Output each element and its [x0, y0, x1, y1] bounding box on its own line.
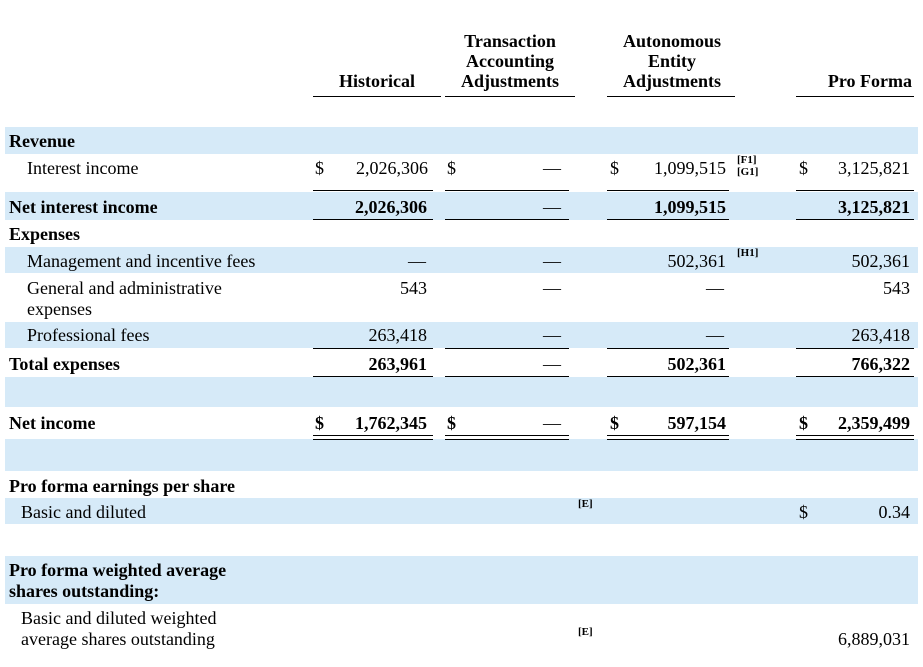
- rule-nii-trans: [445, 219, 569, 220]
- net-income-historical: 1,762,345: [355, 413, 427, 433]
- net-interest-income-pro-forma: 3,125,821: [838, 197, 910, 217]
- wavg-label-line1: Basic and diluted weighted: [21, 608, 217, 628]
- management-fees-hist-dash: —: [408, 251, 426, 271]
- header-autonomous-line2: Entity: [647, 51, 696, 71]
- net-income-label: Net income: [9, 413, 96, 433]
- total-expenses-label: Total expenses: [9, 354, 120, 374]
- rule-interest-hist: [313, 190, 433, 191]
- net-income-autonomous: 597,154: [667, 413, 726, 433]
- rule-prof-trans: [445, 348, 569, 349]
- net-income-trans-dash: —: [543, 413, 561, 433]
- rule-nii-auto: [607, 219, 729, 220]
- interest-income-auto-currency: $: [610, 158, 619, 178]
- interest-income-label: Interest income: [27, 158, 139, 178]
- header-transaction-line3: Adjustments: [460, 71, 559, 91]
- professional-fees-pro-forma: 263,418: [851, 325, 910, 345]
- interest-income-trans-dash: —: [543, 158, 561, 178]
- wavg-pro-forma: 6,889,031: [838, 629, 910, 649]
- net-interest-income-historical: 2,026,306: [355, 197, 427, 217]
- interest-income-note-f1: [F1]: [737, 154, 757, 166]
- interest-income-pro-forma: 3,125,821: [838, 158, 910, 178]
- header-autonomous-line3: Adjustments: [622, 71, 721, 91]
- management-fees-pro-forma: 502,361: [851, 251, 910, 271]
- band-revenue: [5, 127, 918, 154]
- wavg-label-line2: average shares outstanding: [21, 629, 215, 649]
- interest-income-autonomous: 1,099,515: [654, 158, 726, 178]
- general-admin-auto-dash: —: [706, 278, 724, 298]
- net-income-trans-currency: $: [447, 413, 456, 433]
- professional-fees-label: Professional fees: [27, 325, 150, 345]
- rule-interest-trans: [445, 190, 569, 191]
- eps-heading: Pro forma earnings per share: [9, 476, 235, 496]
- eps-pf-currency: $: [799, 502, 808, 522]
- rule-total-trans: [445, 376, 569, 377]
- net-interest-income-label: Net interest income: [9, 197, 158, 217]
- net-income-pf-currency: $: [799, 413, 808, 433]
- wavg-heading-line1: Pro forma weighted average: [9, 560, 227, 580]
- rule-prof-hist: [313, 348, 433, 349]
- interest-income-historical: 2,026,306: [356, 158, 428, 178]
- wavg-note-e: [E]: [578, 626, 593, 638]
- net-income-pro-forma: 2,359,499: [838, 413, 910, 433]
- interest-income-trans-currency: $: [447, 158, 456, 178]
- total-expenses-autonomous: 502,361: [667, 354, 726, 374]
- management-fees-label: Management and incentive fees: [27, 251, 256, 271]
- management-fees-autonomous: 502,361: [667, 251, 726, 271]
- interest-income-note-g1: [G1]: [737, 166, 759, 178]
- total-expenses-historical: 263,961: [368, 354, 427, 374]
- interest-income-pf-currency: $: [799, 158, 808, 178]
- general-admin-label-line2: expenses: [27, 299, 92, 319]
- header-autonomous-line1: Autonomous: [622, 31, 722, 51]
- wavg-heading-line2: shares outstanding:: [9, 581, 160, 601]
- rule-nii-hist: [313, 219, 433, 220]
- header-transaction-line2: Accounting: [465, 51, 554, 71]
- header-underline-transaction: [445, 96, 575, 97]
- rule-interest-auto: [607, 190, 729, 191]
- header-transaction-line1: Transaction: [464, 31, 556, 51]
- rule-prof-auto: [607, 348, 729, 349]
- eps-pro-forma: 0.34: [878, 502, 910, 522]
- professional-fees-historical: 263,418: [368, 325, 427, 345]
- header-underline-historical: [313, 96, 441, 97]
- eps-note-e: [E]: [578, 498, 593, 510]
- management-fees-trans-dash: —: [543, 251, 561, 271]
- eps-basic-diluted-label: Basic and diluted: [21, 502, 146, 522]
- general-admin-pro-forma: 543: [883, 278, 910, 298]
- general-admin-historical: 543: [400, 278, 427, 298]
- net-income-auto-currency: $: [610, 413, 619, 433]
- total-expenses-pro-forma: 766,322: [851, 354, 910, 374]
- header-pro-forma: Pro Forma: [827, 71, 912, 91]
- rule-interest-pf: [796, 190, 914, 191]
- net-interest-income-trans-dash: —: [543, 197, 561, 217]
- professional-fees-trans-dash: —: [543, 325, 561, 345]
- general-admin-label-line1: General and administrative: [27, 278, 222, 298]
- double-rule-net-income-pf: [796, 435, 914, 440]
- total-expenses-trans-dash: —: [543, 354, 561, 374]
- double-rule-net-income-auto: [607, 435, 729, 440]
- revenue-heading: Revenue: [9, 131, 75, 151]
- header-historical: Historical: [339, 71, 415, 91]
- general-admin-trans-dash: —: [543, 278, 561, 298]
- professional-fees-auto-dash: —: [706, 325, 724, 345]
- rule-total-hist: [313, 376, 433, 377]
- double-rule-net-income-hist: [313, 435, 433, 440]
- header-underline-autonomous: [607, 96, 735, 97]
- rule-total-pf: [796, 376, 914, 377]
- interest-income-hist-currency: $: [315, 158, 324, 178]
- band-spacer-2: [5, 439, 918, 471]
- double-rule-net-income-trans: [445, 435, 569, 440]
- header-underline-pro-forma: [796, 96, 914, 97]
- rule-prof-pf: [796, 348, 914, 349]
- band-spacer-1: [5, 377, 918, 407]
- management-fees-note-h1: [H1]: [737, 247, 759, 259]
- rule-nii-pf: [796, 219, 914, 220]
- expenses-heading: Expenses: [9, 224, 81, 244]
- net-interest-income-autonomous: 1,099,515: [654, 197, 726, 217]
- net-income-hist-currency: $: [315, 413, 324, 433]
- rule-total-auto: [607, 376, 729, 377]
